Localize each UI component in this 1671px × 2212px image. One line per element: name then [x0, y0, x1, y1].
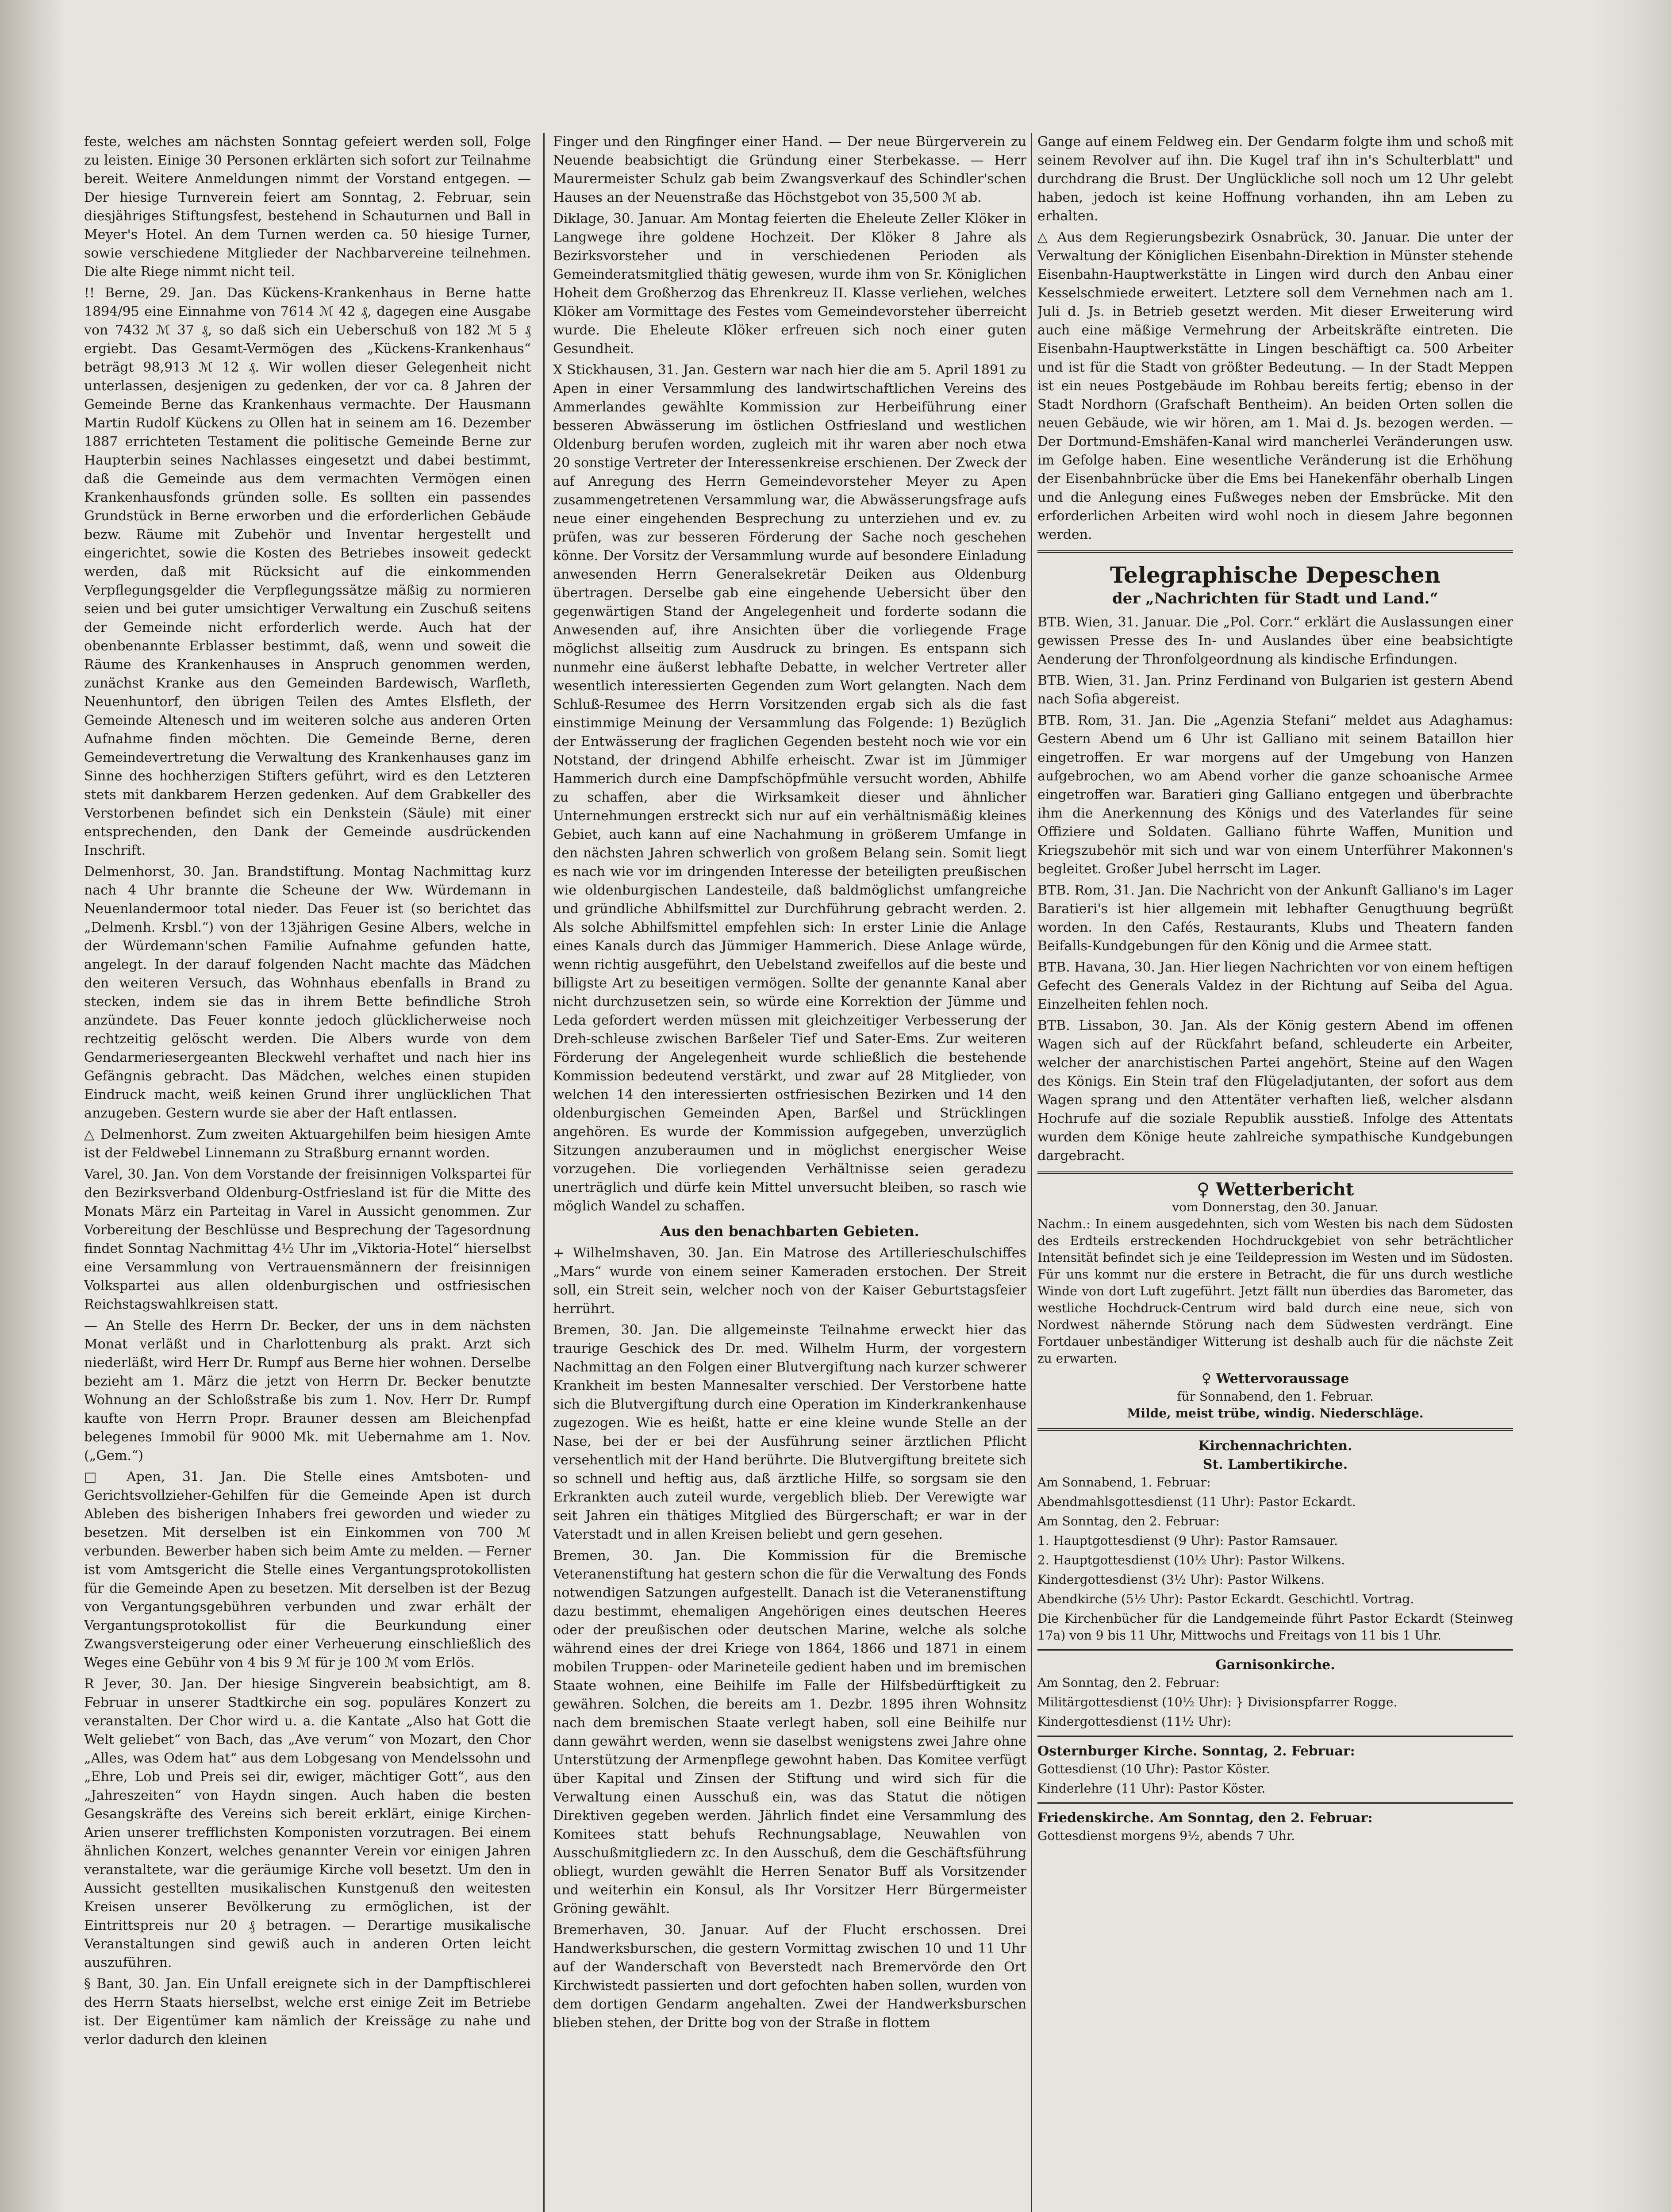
forecast-title: ♀ Wettervoraussage	[1201, 1371, 1349, 1386]
binding-edge	[0, 0, 66, 2212]
line: Gottesdienst (10 Uhr): Pastor Köster.	[1037, 1762, 1270, 1776]
line: BTB. Rom, 31. Jan. Die Nachricht von der Ankunft Galliano's im Lager Baratieri's ist hier allgemein mit lebhafter Genugthuung begrüßt worden. In den Cafés, Restaurants, Klubs und Theatern fanden Beifalls-Kundgebungen für den König und die Armee statt.	[1037, 883, 1513, 954]
line: Am Sonntag, den 2. Februar:	[1037, 1514, 1220, 1528]
line: 2. Hauptgottesdienst (10½ Uhr): Pastor Wilkens.	[1037, 1553, 1345, 1567]
article: Bremerhaven, 30. Januar. Auf der Flucht erschossen. Drei Handwerksburschen, die gestern Vormittag zwischen 10 und 11 Uhr auf der Wanderschaft von Beverstedt nach Bremervörde den Ort Kirchwistedt passierten und dort gefochten haben sollen, wurden von dem dortigen Gendarm angehalten. Zwei der Handwerksburschen blieben stehen, der Dritte bog von der Straße in flottem	[553, 1922, 1026, 2031]
article: Bremen, 30. Jan. Die Kommission für die Bremische Veteranenstiftung hat gestern schon die für die Verwaltung des Fonds notwendigen Satzungen aufgestellt. Danach ist die Veteranenstiftung dazu bestimmt, ehemaligen Angehörigen eines deutschen Heeres oder der preußischen oder deutschen Marine, welche als solche während eines der drei Kriege von 1864, 1866 und 1871 in einem mobilen Truppen- oder Marineteile gedient haben und im bremischen Staate wohnen, eine Beihilfe im Falle der Hilfsbedürftigkeit zu gewähren. Solchen, die bereits am 1. Dezbr. 1895 ihren Wohnsitz nach dem bremischen Staate verlegt haben, soll eine Beihilfe nur dann gewährt werden, wenn sie daselbst wenigstens zwei Jahre ohne Unterstützung der Armenpflege gewohnt haben. Das Komitee verfügt über Kapital und Zinsen der Stiftung und wird sich für die Verwaltung einen Ausschuß ein, was das Statut die nötigen Direktiven gegeben werden. Jährlich findet eine Versammlung des Komitees statt behufs Rechnungsablage, Neuwahlen von Ausschußmitgliedern zc. In den Ausschuß, dem die Geschäftsführung obliegt, wurden gewählt die Herren Senator Buff als Vorsitzender und weiterhin ein Konsul, als Ihr Vorsitzer Herr Bürgermeister Gröning gewählt.	[553, 1548, 1026, 1916]
article: Delmenhorst, 30. Jan. Brandstiftung. Montag Nachmittag kurz nach 4 Uhr brannte die Scheune der Ww. Würdemann in Neuenlandermoor total nieder. Das Feuer ist (so berichtet das „Delmenh. Krsbl.“) von der 13jährigen Gesine Albers, welche in der Würdemann'schen Familie Aufnahme gefunden hatte, angelegt. In der darauf folgenden Nacht machte das Mädchen den weiteren Versuch, das Wohnhaus ebenfalls in Brand zu stecken, indem sie das in ihrem Bette befindliche Stroh anzündete. Das Feuer konnte jedoch glücklicherweise noch rechtzeitig gelöscht werden. Die Albers wurde von dem Gendarmeriesergeanten Bleckwehl verhaftet und nach hier ins Gefängnis gebracht. Das Mädchen, welches einen stupiden Eindruck macht, weiß keinen Grund ihrer unglücklichen That anzugeben. Gestern wurde sie aber der Haft entlassen.	[84, 864, 531, 1121]
line: Am Sonnabend, 1. Februar:	[1037, 1475, 1211, 1490]
column-rule	[1031, 133, 1032, 2212]
section-divider	[1037, 1171, 1513, 1174]
church-lamberti-lines	[1037, 1474, 1513, 1644]
column-3-articles	[1037, 133, 1513, 544]
telegraph-items	[1037, 613, 1513, 1165]
column-2	[553, 133, 1026, 2212]
column-3	[1037, 133, 1513, 2212]
article: !! Berne, 29. Jan. Das Kückens-Krankenhaus in Berne hatte 1894/95 eine Einnahme von 7614 ℳ 42 ₰, dagegen eine Ausgabe von 7432 ℳ 37 ₰, so daß sich ein Ueberschuß von 182 ℳ 5 ₰ ergiebt. Das Gesamt-Vermögen des „Kückens-Krankenhaus“ beträgt 98,913 ℳ 12 ₰. Wir wollen dieser Gelegenheit nicht unterlassen, desjenigen zu gedenken, der vor ca. 8 Jahren der Gemeinde Berne das Krankenhaus vermachte. Der Hausmann Martin Rudolf Kückens zu Ollen hat in seinem am 16. Dezember 1887 errichteten Testament die politische Gemeinde Berne zur Haupterbin seines Nachlasses eingesetzt und dabei bestimmt, daß die Gemeinde aus dem vermachten Vermögen einen Krankenhausfonds gründen solle. Es sollten ein passendes Grundstück in Berne erworben und die erforderlichen Gebäude bezw. Räume mit Zubehör und Inventar hergestellt und eingerichtet, sowie die Kosten des Betriebes insoweit gedeckt werden, daß mit Rücksicht auf die einkommenden Verpflegungsgelder die Verpflegungssätze mäßig zu normieren seien und bei guter umsichtiger Verwaltung ein Zuschuß seitens der Gemeinde nicht erforderlich werde. Auch hat der obenbenannte Erblasser bestimmt, daß, wenn und soweit die Räume des Krankenhauses in Anspruch genommen werden, zunächst Kranke aus den Gemeinden Bardewisch, Warfleth, Neuenhuntorf, den übrigen Teilen des Amtes Elsfleth, der Gemeinde Altenesch und im weiteren solche aus anderen Orten Aufnahme finden möchten. Die Gemeinde Berne, deren Gemeindevertretung die Verwaltung des Krankenhauses ganz im Sinne des hochherzigen Stifters geführt, wird es den Letzteren stets mit dankbarem Herzen gedenken. Auf dem Grabkeller des Verstorbenen befindet sich ein Denkstein (Säule) mit einer entsprechenden, den Dank der Gemeinde ausdrückenden Inschrift.	[84, 285, 531, 858]
article: — An Stelle des Herrn Dr. Becker, der uns in dem nächsten Monat verläßt und in Charlottenburg als prakt. Arzt sich niederläßt, wird Herr Dr. Rumpf aus Berne hier wohnen. Derselbe bezieht am 1. März die jetzt von Herrn Dr. Becker benutzte Wohnung an der Schloßstraße bis zum 1. Nov. Herr Dr. Rumpf kaufte von Herrn Propr. Brauner dessen am Bleichenpfad belegenes Immobil für 9000 Mk. mit Uebernahme am 1. Nov. („Gem.“)	[84, 1318, 531, 1463]
weather-title: ♀ Wetterbericht	[1196, 1179, 1354, 1200]
article: Gange auf einem Feldweg ein. Der Gendarm folgte ihm und schoß mit seinem Revolver auf ihn. Die Kugel traf ihn in's Schulterblatt" und durchdrang die Brust. Der Unglückliche soll noch um 12 Uhr gelebt haben, jedoch ist keine Hoffnung vorhanden, ihn am Leben zu erhalten.	[1037, 134, 1513, 224]
article: R Jever, 30. Jan. Der hiesige Singverein beabsichtigt, am 8. Februar in unserer Stadtkirche ein sog. populäres Konzert zu veranstalten. Der Chor wird u. a. die Kantate „Also hat Gott die Welt geliebet“ von Bach, das „Ave verum“ von Mozart, den Chor „Alles, was Odem hat“ aus dem Lobgesang von Mendelssohn und „Ehre, Lob und Preis sei dir, ewiger, mächtiger Gott“, aus den „Jahreszeiten“ von Haydn singen. Auch haben die besten Gesangskräfte des Vereins sich bereit erklärt, einige Kirchen-Arien unserer trefflichsten Komponisten vorzutragen. Bei einem ähnlichen Konzert, welches genannter Verein vor einigen Jahren veranstaltete, war die geräumige Kirche voll besetzt. Um den in Aussicht gestellten musikalischen Kunstgenuß den weitesten Kreisen unserer Bevölkerung zu ermöglichen, ist der Eintrittspreis nur 20 ₰ betragen. — Derartige musikalische Veranstaltungen sind gewiß auch in anderen Orten leicht auszuführen.	[84, 1676, 531, 1970]
line: Kindergottesdienst (11½ Uhr):	[1037, 1714, 1231, 1729]
church-osternburg-lines	[1037, 1761, 1513, 1797]
line: Kinderlehre (11 Uhr): Pastor Köster.	[1037, 1781, 1266, 1796]
rule	[1037, 1649, 1513, 1651]
article: △ Delmenhorst. Zum zweiten Aktuargehilfen beim hiesigen Amte ist der Feldwebel Linnemann zu Straßburg ernannt worden.	[84, 1127, 531, 1161]
article: feste, welches am nächsten Sonntag gefeiert werden soll, Folge zu leisten. Einige 30 Personen erklärten sich sofort zur Teilnahme bereit. Weitere Anmeldungen nimmt der Vorstand entgegen. — Der hiesige Turnverein feiert am Sonntag, 2. Februar, sein diesjähriges Stiftungsfest, bestehend in Schauturnen und Ball in Meyer's Hotel. An dem Turnen werden ca. 50 hiesige Turner, sowie verschiedene Mitglieder der Nachbarvereine teilnehmen. Die alte Riege nimmt nicht teil.	[84, 134, 531, 280]
line: 1. Hauptgottesdienst (9 Uhr): Pastor Ramsauer.	[1037, 1533, 1338, 1548]
church-garnison-lines	[1037, 1674, 1513, 1730]
weather-date: vom Donnerstag, den 30. Januar.	[1172, 1200, 1379, 1214]
column-1	[84, 133, 531, 2212]
section-heading: Aus den benachbarten Gebieten.	[660, 1223, 919, 1240]
line: Abendmahlsgottesdienst (11 Uhr): Pastor Eckardt.	[1037, 1494, 1356, 1509]
article: Bremen, 30. Jan. Die allgemeinste Teilnahme erweckt hier das traurige Geschick des Dr. med. Wilhelm Hurm, der vorgestern Nachmittag an den Folgen einer Blutvergiftung nach kurzer schwerer Krankheit im besten Mannesalter verschied. Der Verstorbene hatte sich die Blutvergiftung durch eine Operation im Kinderkrankenhause zugezogen. Wie es heißt, hatte er eine kleine wunde Stelle an der Nase, bei der er bei der Ausführung seiner ärztlichen Pflicht versehentlich mit der Hand berührte. Die Blutvergiftung breitete sich so schnell und heftig aus, daß ärztliche Hilfe, so sorgsam sie den Erkrankten auch zuteil wurde, vergeblich blieb. Der Verewigte war seit Jahren ein thätiges Mitglied des Bürgerschaft; er war in der Vaterstadt und in allen Kreisen beliebt und gern gesehen.	[553, 1322, 1026, 1542]
line: Am Sonntag, den 2. Februar:	[1037, 1675, 1220, 1690]
line: BTB. Rom, 31. Jan. Die „Agenzia Stefani“ meldet aus Adaghamus: Gestern Abend um 6 Uhr ist Galliano mit seinem Bataillon hier eingetroffen. Er war morgens auf der Umgebung von Hanzen aufgebrochen, wo am Abend vorher die ganze schoanische Armee eingetroffen war. Baratieri ging Galliano entgegen und überbrachte ihm die Anerkennung des Königs und des Vaterlandes für seine Offiziere und Soldaten. Galliano führte Waffen, Munition und Kriegszubehör mit sich und war von einem Unterführer Makonnen's begleitet. Großer Jubel herrscht im Lager.	[1037, 713, 1513, 877]
article: Varel, 30. Jan. Von dem Vorstande der freisinnigen Volkspartei für den Bezirksverband Oldenburg-Ostfriesland ist für die Mitte des Monats März ein Parteitag in Varel in Aussicht genommen. Zur Vorbereitung der Beschlüsse und Besprechung der Tagesordnung findet Sonntag Nachmittag 4½ Uhr im „Viktoria-Hotel“ hierselbst eine Versammlung von Vertrauensmännern der freisinnigen Volkspartei aus allen oldenburgischen und ostfriesischen Reichstagswahlkreisen statt.	[84, 1167, 531, 1312]
article: § Bant, 30. Jan. Ein Unfall ereignete sich in der Dampftischlerei des Herrn Staats hierselbst, welche erst einige Zeit im Betriebe ist. Der Eigentümer kam nämlich der Kreissäge zu nahe und verlor dadurch den kleinen	[84, 1976, 531, 2047]
line: Abendkirche (5½ Uhr): Pastor Eckardt. Geschichtl. Vortrag.	[1037, 1592, 1414, 1606]
telegraph-title: Telegraphische Depeschen	[1110, 562, 1441, 588]
line: BTB. Havana, 30. Jan. Hier liegen Nachrichten vor von einem heftigen Gefecht des Generals Valdez in der Richtung auf Seiba del Agua. Einzelheiten fehlen noch.	[1037, 960, 1513, 1012]
article: Diklage, 30. Januar. Am Montag feierten die Eheleute Zeller Klöker in Langwege ihre goldene Hochzeit. Der Klöker 8 Jahre als Bezirksvorsteher und in verschiedenen Perioden als Gemeinderatsmitglied thätig gewesen, wurde ihm von Sr. Königlichen Hoheit dem Großherzog das Ehrenkreuz II. Klasse verliehen, welches Klöker am Vormittage des Festes vom Gemeindevorsteher überreicht wurde. Die Eheleute Klöker erfreuen sich noch einer guten Gesundheit.	[553, 211, 1026, 357]
line: BTB. Wien, 31. Jan. Prinz Ferdinand von Bulgarien ist gestern Abend nach Sofia abgereist.	[1037, 673, 1513, 707]
line: Gottesdienst morgens 9½, abends 7 Uhr.	[1037, 1828, 1295, 1843]
line: BTB. Lissabon, 30. Jan. Als der König gestern Abend im offenen Wagen sich auf der Rückfahrt befand, schleuderte ein Arbeiter, welcher der anarchistischen Partei angehört, Steine auf den Wagen des Königs. Ein Stein traf den Flügeladjutanten, der sofort aus dem Wagen sprang und den Attentäter verhaften ließ, welcher alsdann Hochrufe auf die soziale Republik ausstieß. Infolge des Attentats wurden dem Könige heute zahlreiche sympathische Kundgebungen dargebracht.	[1037, 1018, 1513, 1164]
church-frieden: Friedenskirche. Am Sonntag, den 2. Februar:	[1037, 1810, 1373, 1826]
line: BTB. Wien, 31. Januar. Die „Pol. Corr.“ erklärt die Auslassungen einer gewissen Presse des In- und Auslandes über eine beabsichtigte Aenderung der Thronfolgeordnung als kindische Erfindungen.	[1037, 614, 1513, 667]
line: Die Kirchenbücher für die Landgemeinde führt Pastor Eckardt (Steinweg 17a) von 9 bis 11 Uhr, Mittwochs und Freitags von 11 bis 1 Uhr.	[1037, 1611, 1513, 1643]
rule	[1037, 1736, 1513, 1737]
article: □ Apen, 31. Jan. Die Stelle eines Amtsboten- und Gerichtsvollzieher-Gehilfen für die Gemeinde Apen ist durch Ableben des bisherigen Inhabers frei geworden und wieder zu besetzen. Mit derselben ist ein Einkommen von 700 ℳ verbunden. Bewerber haben sich beim Amte zu melden. — Ferner ist vom Amtsgericht die Stelle eines Vergantungsprotokollisten für die Gemeinde Apen zu besetzen. Mit derselben ist der Bezug von Vergantungsgebühren verbunden und zwar erhält der Vergantungsprotokollist für die Beurkundung einer Zwangsversteigerung oder einer Verheuerung einschließlich des Weges eine Gebühr von 4 bis 9 ℳ für je 100 ℳ vom Erlös.	[84, 1469, 531, 1671]
church-osternburg: Osternburger Kirche. Sonntag, 2. Februar:	[1037, 1743, 1355, 1759]
section-divider	[1037, 1428, 1513, 1431]
line: Kindergottesdienst (3½ Uhr): Pastor Wilkens.	[1037, 1572, 1325, 1587]
line: Militärgottesdienst (10½ Uhr): } Divisionspfarrer Rogge.	[1037, 1695, 1398, 1709]
church-garnison: Garnisonkirche.	[1215, 1657, 1335, 1673]
section-divider	[1037, 550, 1513, 553]
forecast-text: Milde, meist trübe, windig. Niederschläge.	[1127, 1406, 1424, 1421]
article: X Stickhausen, 31. Jan. Gestern war nach hier die am 5. April 1891 zu Apen in einer Versammlung des landwirtschaftlichen Vereins des Ammerlandes gewählte Kommission zur Herbeiführung einer besseren Abwässerung im östlichen Ostfriesland und westlichen Oldenburg berufen worden, zugleich mit ihr waren aber noch etwa 20 sonstige Vertreter der Interessenkreise erschienen. Der Zweck der auf Anregung des Herrn Gemeindevorsteher Meyer zu Apen zusammengetretenen Versammlung war, die Abwässerungsfrage aufs neue einer eingehenden Besprechung zu unterziehen und ev. zu prüfen, was zur besseren Förderung der Sache noch geschehen könne. Der Vorsitz der Versammlung wurde auf besondere Einladung anwesenden Herrn Generalsekretär Deiken aus Oldenburg übertragen. Derselbe gab eine eingehende Uebersicht über den gegenwärtigen Stand der Angelegenheit und forderte sodann die Anwesenden auf, ihre Ansichten über die vorliegende Frage möglichst allseitig zum Ausdruck zu bringen. Es entspann sich nunmehr eine äußerst lebhafte Debatte, in welcher Vertreter aller wesentlich interessierten Gegenden zum Wort gelangten. Nach dem Schluß-Resumee des Herrn Vorsitzenden ergab sich als die fast einstimmige Meinung der Versammlung das Folgende: 1) Bezüglich der Entwässerung der fraglichen Gegenden besteht noch wie vor ein Notstand, der dringend Abhilfe erheischt. Zwar ist im Jümmiger Hammerich durch eine Dampfschöpfmühle versucht worden, Abhilfe zu schaffen, aber die Wirksamkeit dieser und ähnlicher Unternehmungen erstreckt sich nur auf ein verhältnismäßig kleines Gebiet, auch kann auf eine Nachahmung in größerem Umfange in den nächsten Jahren schwerlich von großem Belang sein. Somit liegt es nach wie vor im dringenden Interesse der beteiligten preußischen wie oldenburgischen Landesteile, daß baldmöglichst umfangreiche und gründliche Abhilfsmittel zur Durchführung gebracht werden. 2. Als solche Abhilfsmittel empfehlen sich: In erster Linie die Anlage eines Kanals durch das Jümmiger Hammerich. Diese Anlage würde, wenn richtig ausgeführt, den Uebelstand zweifellos auf die beste und billigste Art zu beseitigen vermögen. Sollte der genannte Kanal aber nicht durchzusetzen sein, so würde eine Korrektion der Jümme und Leda gefordert werden müssen mit gleichzeitiger Verbesserung der Dreh-schleuse zwischen Barßeler Tief und Sater-Ems. Zur weiteren Förderung der Angelegenheit wurde schließlich die bestehende Kommission bedeutend verstärkt, und zwar auf 28 Mitglieder, von welchen 14 den interessierten ostfriesischen Bezirken und 14 den oldenburgischen Gemeinden Apen, Barßel und Strücklingen angehören. Es wurde der Kommission aufgegeben, unverzüglich Sitzungen anzuberaumen und in möglichst energischer Weise vorzugehen. Die vorliegenden Verhältnisse seien geradezu unerträglich und dürfe kein Mittel unversucht bleiben, so rasch wie möglich Wandel zu schaffen.	[553, 362, 1026, 1214]
article: Finger und den Ringfinger einer Hand. — Der neue Bürgerverein zu Neuende beabsichtigt die Gründung einer Sterbekasse. — Herr Maurermeister Schulz gab beim Zwangsverkauf des Schindler'schen Hauses an der Neuenstraße das Höchstgebot von 35,500 ℳ ab.	[553, 134, 1026, 205]
article: + Wilhelmshaven, 30. Jan. Ein Matrose des Artillerieschulschiffes „Mars“ wurde von einem seiner Kameraden erstochen. Der Streit soll, ein Streit sein, welcher noch von der Kaiser Geburtstagsfeier herrührt.	[553, 1245, 1026, 1317]
church-title: Kirchennachrichten.	[1198, 1438, 1352, 1454]
church-lamberti: St. Lambertikirche.	[1202, 1457, 1348, 1472]
rule	[1037, 1802, 1513, 1804]
forecast-date: für Sonnabend, den 1. Februar.	[1177, 1389, 1374, 1404]
column-rule	[543, 133, 545, 2212]
church-frieden-lines	[1037, 1828, 1513, 1844]
article: △ Aus dem Regierungsbezirk Osnabrück, 30. Januar. Die unter der Verwaltung der Königlichen Eisenbahn-Direktion in Münster stehende Eisenbahn-Hauptwerkstätte in Lingen wird durch den Anbau einer Kesselschmiede erweitert. Letztere soll dem Vernehmen nach am 1. Juli d. Js. in Betrieb gesetzt werden. Mit dieser Erweiterung wird auch eine mäßige Vermehrung der Arbeitskräfte eintreten. Die Eisenbahn-Hauptwerkstätte in Lingen beschäftigt ca. 500 Arbeiter und ist für die Stadt von größter Bedeutung. — In der Stadt Meppen ist ein neues Postgebäude im Rohbau bereits fertig; ebenso in der Stadt Nordhorn (Grafschaft Bentheim). An beiden Orten sollen die neuen Gebäude, wie wir hören, am 1. Mai d. Js. bezogen werden. — Der Dortmund-Emshäfen-Kanal wird mancherlei Veränderungen usw. im Gefolge haben. Eine wesentliche Veränderung ist die Erhöhung der Eisenbahnbrücke über die Ems bei Hanekenfähr oberhalb Lingen und die Anlegung eines Fußweges neben der Emsbrücke. Mit den erforderlichen Arbeiten wird wohl noch in diesem Jahre begonnen werden.	[1037, 230, 1513, 542]
telegraph-subtitle: der „Nachrichten für Stadt und Land.“	[1112, 590, 1438, 607]
weather-text: Nachm.: In einem ausgedehnten, sich vom Westen bis nach dem Südosten des Erdteils erstreckenden Hochdruckgebiet von sehr beträchtlicher Intensität befindet sich je eine Teildepression im Westen und im Südosten. Für uns kommt nur die erstere in Betracht, die für uns durch westliche Winde von dort Luft zugeführt. Jetzt fällt nun überdies das Barometer, das westliche Hochdruck-Centrum wird bald durch eine neue, sich von Nordwest nähernde Störung nach dem Südwesten verdrängt. Eine Fortdauer unbeständiger Witterung ist deshalb auch für die nächste Zeit zu erwarten.	[1037, 1217, 1513, 1366]
